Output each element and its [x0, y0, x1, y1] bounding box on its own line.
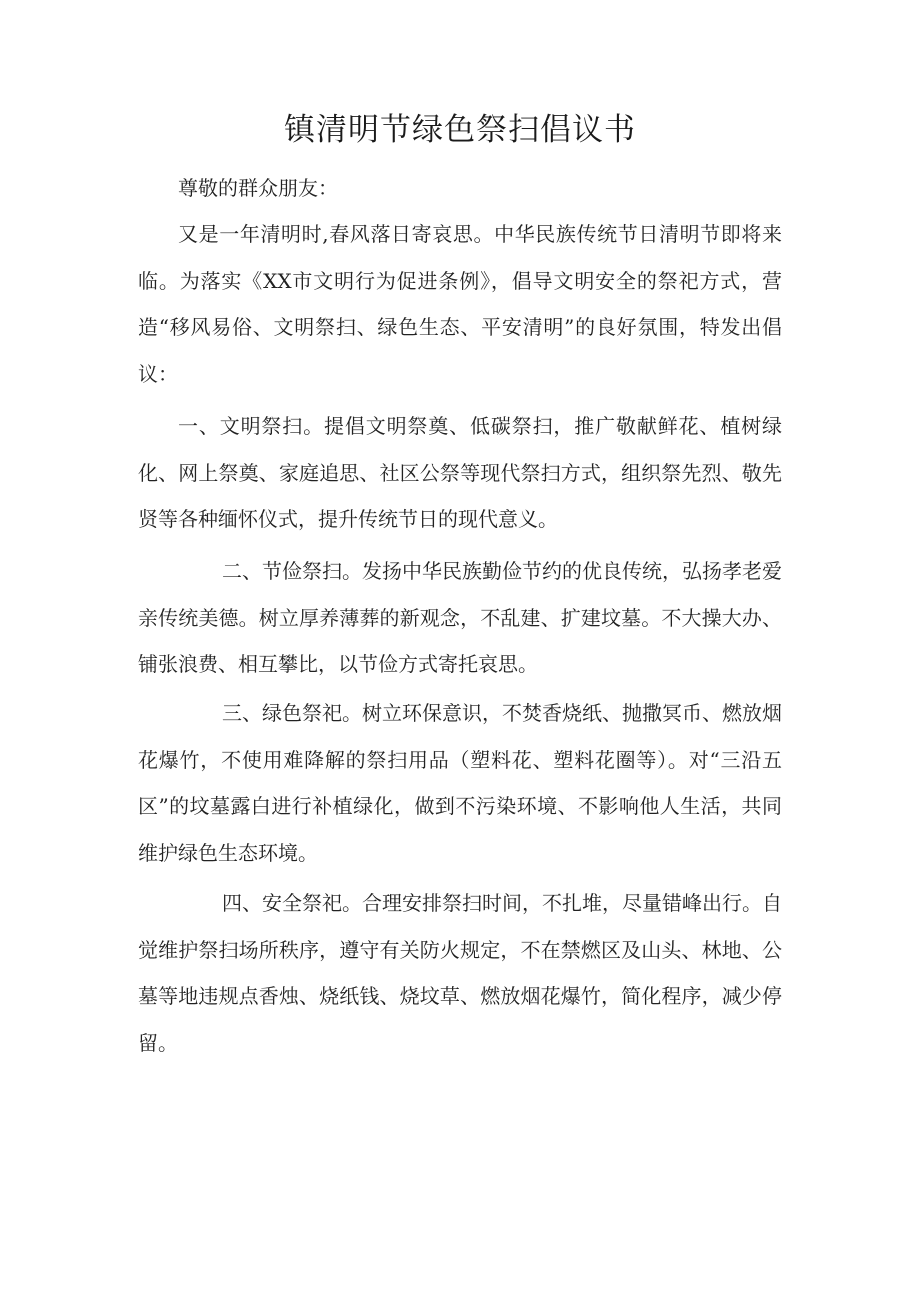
page-title: 镇清明节绿色祭扫倡议书 — [284, 112, 636, 148]
proposal-item-civilized: 一、文明祭扫。提倡文明祭奠、低碳祭扫，推广敬献鲜花、植树绿化、网上祭奠、家庭追思、社区公祭等现代祭扫方式，组织祭先烈、敬先贤等各种缅怀仪式，提升传统节日的现代意义。 — [138, 414, 782, 531]
proposal-item-safety: 四、安全祭祀。合理安排祭扫时间，不扎堆，尽量错峰出行。自觉维护祭扫场所秩序，遵守有关防火规定，不在禁燃区及山头、林地、公墓等地违规点香烛、烧纸钱、烧坟草、燃放烟花爆竹，简化程序，减少停留。 — [138, 891, 782, 1055]
proposal-item-green: 三、绿色祭祀。树立环保意识，不焚香烧纸、抛撒冥币、燃放烟花爆竹，不使用难降解的祭扫用品（塑料花、塑料花圈等）。对“三沿五区”的坟墓露白进行补植绿化，做到不污染环境、不影响他人生活，共同维护绿色生态环境。 — [138, 701, 782, 865]
proposal-item-frugal: 二、节俭祭扫。发扬中华民族勤俭节约的优良传统，弘扬孝老爱亲传统美德。树立厚养薄葬的新观念，不乱建、扩建坟墓。不大操大办、铺张浪费、相互攀比，以节俭方式寄托哀思。 — [138, 559, 782, 676]
intro-paragraph: 又是一年清明时,春风落日寄哀思。中华民族传统节日清明节即将来临。为落实《XX市文明行为促进条例》，倡导文明安全的祭祀方式，营造“移风易俗、文明祭扫、绿色生态、平安清明”的良好氛围，特发出倡议： — [138, 222, 782, 386]
greeting: 尊敬的群众朋友： — [178, 176, 338, 200]
